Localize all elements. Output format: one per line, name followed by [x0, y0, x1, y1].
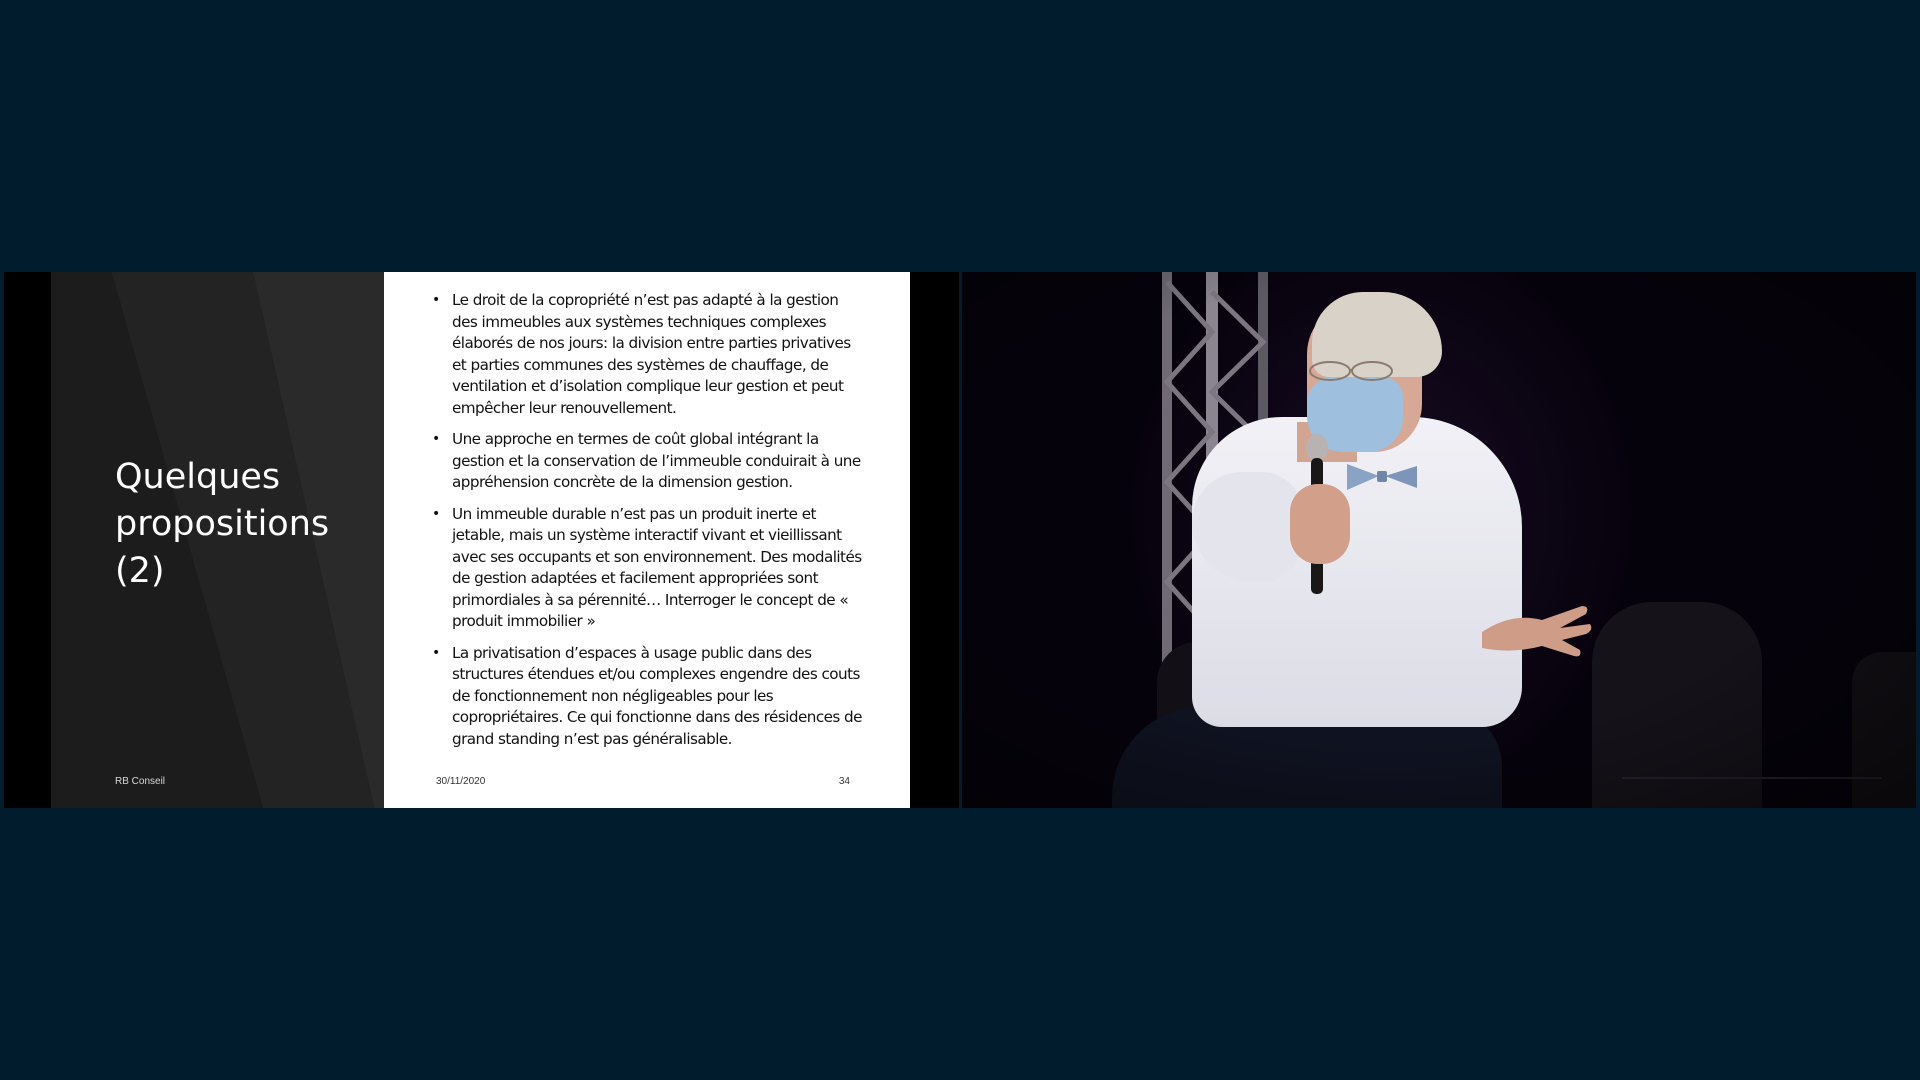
- bullet-text: Le droit de la copropriété n’est pas adapté à la gestion des immeubles aux systèmes techniques complexes élaborés de nos jours: la division entre parties privatives et parties communes des systèmes de chauffage, de ventilation et d’isolation complique leur gestion et peut empêcher leur renouvellement.: [452, 291, 851, 417]
- bullet-item: [432, 429, 862, 494]
- bullet-list: [432, 290, 862, 760]
- bullet-marker: •: [432, 292, 440, 308]
- bullet-item: [432, 290, 862, 419]
- bullet-marker: •: [432, 644, 440, 661]
- video-vignette: [962, 272, 1916, 808]
- bullet-marker: •: [432, 505, 440, 522]
- bullet-text: La privatisation d’espaces à usage public dans des structures étendues et/ou complexes engendre des couts de fonctionnement non négligeables pour les copropriétaires. Ce qui fonctionne dans des résidences de grand standing n’est pas généralisable.: [452, 643, 862, 748]
- bullet-text: Une approche en termes de coût global intégrant la gestion et la conservation de l’immeuble conduirait à une appréhension concrète de la dimension gestion.: [452, 430, 861, 491]
- slide-page-number: 34: [838, 776, 850, 787]
- slide-content-area: [384, 272, 910, 808]
- slide-title: [115, 454, 375, 595]
- speaker-video: [962, 272, 1916, 808]
- slide-title-area: [51, 272, 388, 808]
- bullet-item: [432, 643, 862, 751]
- bullet-item: [432, 504, 862, 633]
- slide-date: 30/11/2020: [436, 776, 486, 787]
- slide-panel: [4, 272, 959, 808]
- slide-footer-author: RB Conseil: [115, 776, 166, 787]
- bullet-marker: •: [432, 431, 440, 447]
- slide-title-line: propositions: [115, 504, 330, 544]
- slide-title-line: (2): [115, 551, 165, 591]
- slide-title-line: Quelques: [115, 457, 281, 497]
- bullet-text: Un immeuble durable n’est pas un produit inerte et jetable, mais un système interactif vivant et vieillissant avec ses occupants et son environnement. Des modalités de gestion adaptées et facilement appropriées sont primordiales à sa pérennité… Interroger le concept de « produit immobilier »: [452, 504, 862, 630]
